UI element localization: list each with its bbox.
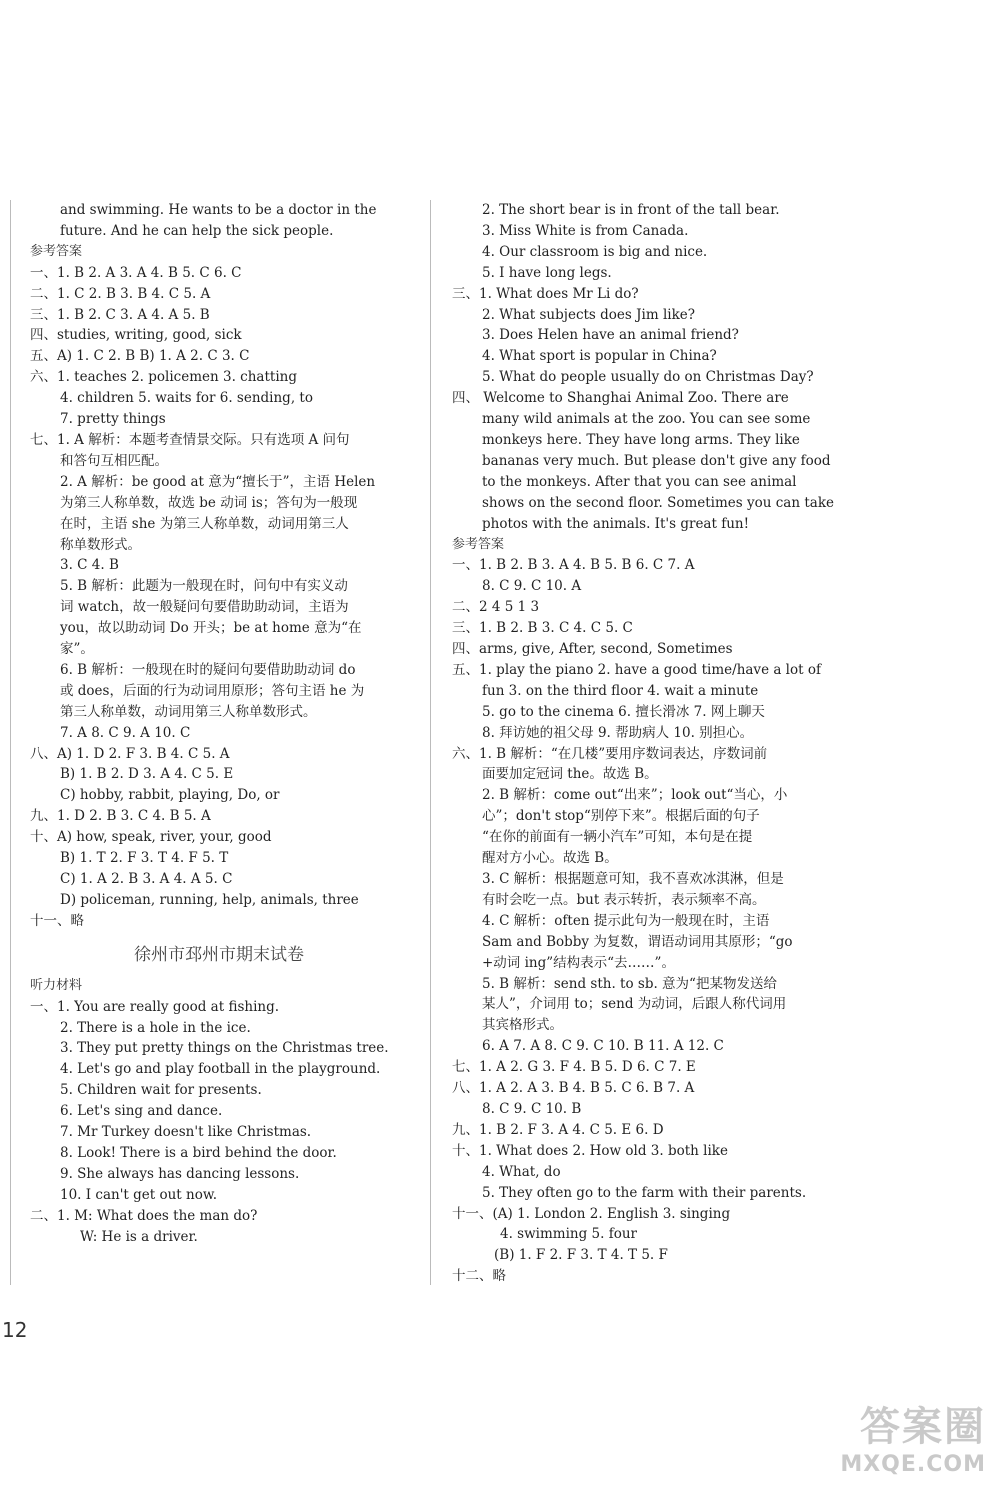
watermark-logo	[840, 1395, 986, 1477]
answer-line: 为第三人称单数，故选 be 动词 is；答句为一般现	[60, 494, 358, 511]
answer-line: 九、1. B 2. F 3. A 4. C 5. E 6. D	[452, 1121, 664, 1138]
answer-line: C) 1. A 2. B 3. A 4. A 5. C	[60, 871, 233, 887]
answer-line: fun 3. on the third floor 4. wait a minute	[482, 682, 759, 699]
answer-line: 七、1. A 2. G 3. F 4. B 5. D 6. C 7. E	[452, 1059, 696, 1076]
answer-line: 4. What, do	[482, 1163, 561, 1180]
listening-line: 3. Does Helen have an animal friend?	[482, 327, 739, 344]
answer-line: 或 does，后面的行为动词用原形；答句主语 he 为	[60, 682, 365, 699]
listening-line: 8. Look! There is a bird behind the door.	[60, 1144, 337, 1161]
listening-line: 5. What do people usually do on Christmas Day?	[482, 369, 814, 386]
listening-line: 4. Our classroom is big and nice.	[482, 243, 708, 260]
answer-line: 5. B 解析：send sth. to sb. 意为“把某物发送给	[482, 975, 777, 992]
answer-line: 2. A 解析：be good at 意为“擅长于”，主语 Helen	[60, 473, 376, 490]
answer-line: 3. C 4. B	[60, 557, 119, 574]
listening-line: 二、1. M: What does the man do?	[30, 1207, 258, 1224]
answer-line: 一、1. B 2. B 3. A 4. B 5. B 6. C 7. A	[452, 557, 695, 574]
answer-line: 九、1. D 2. B 3. C 4. B 5. A	[30, 808, 211, 825]
answer-line: 其宾格形式。	[482, 1017, 563, 1034]
answer-line: 六、1. B 解析：“在几楼”要用序数词表达，序数词前	[452, 745, 768, 762]
answer-line: 十、1. What does 2. How old 3. both like	[452, 1142, 728, 1159]
answer-line: 称单数形式。	[60, 536, 141, 553]
answers-heading: 参考答案	[452, 536, 505, 552]
answer-line: 和答句互相匹配。	[60, 452, 168, 469]
passage-line: 四、 Welcome to Shanghai Animal Zoo. There are	[452, 390, 789, 407]
answer-line: 8. C 9. C 10. A	[482, 578, 582, 595]
answer-line: 十二、略	[452, 1268, 506, 1285]
listening-line: 5. Children wait for presents.	[60, 1082, 262, 1099]
answer-line: 2. B 解析：come out“出来”；look out“当心，小	[482, 787, 788, 804]
answer-line: C) hobby, rabbit, playing, Do, or	[60, 787, 280, 804]
answer-line: 4. C 解析：often 提示此句为一般现在时，主语	[482, 912, 770, 929]
answer-line: 三、1. B 2. B 3. C 4. C 5. C	[452, 620, 633, 637]
answer-line: 四、arms, give, After, second, Sometimes	[452, 641, 733, 658]
answer-line: 十、A) how, speak, river, your, good	[30, 829, 272, 846]
watermark-text: 答案圈	[860, 1404, 986, 1450]
answer-line: 在时，主语 she 为第三人称单数，动词用第三人	[60, 515, 349, 532]
answer-line: 3. C 解析：根据题意可知，我不喜欢冰淇淋，但是	[482, 871, 784, 887]
answer-line: 六、1. teaches 2. policemen 3. chatting	[30, 369, 297, 386]
answer-line: 4. children 5. waits for 6. sending, to	[60, 390, 313, 407]
answer-line: 心”；don't stop“别停下来”。根据后面的句子	[482, 808, 760, 825]
listening-line: 4. What sport is popular in China?	[482, 348, 717, 365]
listening-line: 3. Miss White is from Canada.	[482, 222, 689, 239]
answer-line: 有时会吃一点。but 表示转折，表示频率不高。	[482, 891, 766, 908]
answer-line: 四、studies, writing, good, sick	[30, 327, 242, 344]
passage-line: to the monkeys. After that you can see animal	[482, 473, 797, 490]
answer-line: 某人”，介词用 to；send 为动词，后跟人称代词用	[482, 996, 787, 1013]
answer-line: 7. A 8. C 9. A 10. C	[60, 724, 191, 741]
answer-line: 家”。	[60, 641, 94, 658]
passage-line: shows on the second floor. Sometimes you can take	[482, 494, 834, 511]
answer-line: D) policeman, running, help, animals, three	[60, 891, 359, 908]
listening-heading: 听力材料	[30, 977, 83, 993]
answer-line: 十一、(A) 1. London 2. English 3. singing	[452, 1205, 731, 1222]
answer-line: 十一、略	[30, 912, 84, 929]
answer-line: 八、1. A 2. A 3. B 4. B 5. C 6. B 7. A	[452, 1080, 695, 1097]
answer-line: 5. B 解析：此题为一般现在时，问句中有实义动	[60, 578, 348, 595]
text-line: and swimming. He wants to be a doctor in the	[60, 202, 377, 218]
answer-line: 7. pretty things	[60, 411, 166, 428]
column-divider	[430, 200, 431, 1285]
listening-line: 三、1. What does Mr Li do?	[452, 285, 639, 302]
answer-line: you，故以助动词 Do 开头；be at home 意为“在	[60, 620, 362, 637]
answer-line: 三、1. B 2. C 3. A 4. A 5. B	[30, 306, 210, 323]
listening-line: 6. Let's sing and dance.	[60, 1103, 223, 1120]
watermark-url: MXQE.COM	[840, 1452, 986, 1477]
left-column	[30, 200, 408, 1248]
answer-line: 二、2 4 5 1 3	[452, 599, 540, 616]
listening-line: 4. Let's go and play football in the playground.	[60, 1061, 381, 1078]
passage-line: many wild animals at the zoo. You can see some	[482, 411, 811, 428]
answer-line: 5. go to the cinema 6. 擅长滑冰 7. 网上聊天	[482, 703, 765, 720]
listening-line: 5. I have long legs.	[482, 264, 612, 281]
answer-line: (B) 1. F 2. F 3. T 4. T 5. F	[494, 1247, 668, 1264]
answer-line: B) 1. T 2. F 3. T 4. F 5. T	[60, 850, 229, 867]
listening-line: 7. Mr Turkey doesn't like Christmas.	[60, 1124, 312, 1141]
section-title: 徐州市邳州市期末试卷	[134, 944, 304, 965]
answer-line: 6. B 解析：一般现在时的疑问句要借助助动词 do	[60, 661, 356, 678]
passage-line: photos with the animals. It's great fun!	[482, 515, 750, 532]
right-column	[452, 200, 834, 1287]
listening-line: 9. She always has dancing lessons.	[60, 1165, 300, 1182]
passage-line: monkeys here. They have long arms. They like	[482, 431, 800, 448]
answer-line: 4. swimming 5. four	[500, 1226, 637, 1243]
left-margin-rule	[10, 200, 11, 1285]
text-line: future. And he can help the sick people.	[60, 222, 334, 239]
answer-line: 五、1. play the piano 2. have a good time/have a lot of	[452, 661, 821, 678]
answer-line: +动词 ing”结构表示“去……”。	[482, 954, 675, 971]
listening-line: 一、1. You are really good at fishing.	[30, 998, 280, 1015]
answer-line: Sam and Bobby 为复数，谓语动词用其原形；“go	[482, 933, 793, 950]
answer-line: 七、1. A 解析：本题考查情景交际。只有选项 A 问句	[30, 431, 350, 448]
passage-line: bananas very much. But please don't give any food	[482, 452, 831, 469]
listening-line: 2. What subjects does Jim like?	[482, 306, 695, 323]
answer-line: 8. 拜访她的祖父母 9. 帮助病人 10. 别担心。	[482, 724, 754, 741]
listening-line: 2. The short bear is in front of the tall bear.	[482, 202, 780, 218]
answer-line: 词 watch，故一般疑问句要借助助动词，主语为	[60, 599, 349, 616]
listening-line: W: He is a driver.	[80, 1228, 198, 1245]
answer-line: 五、A) 1. C 2. B B) 1. A 2. C 3. C	[30, 348, 250, 365]
answer-line: 一、1. B 2. A 3. A 4. B 5. C 6. C	[30, 264, 242, 281]
answer-line: 面要加定冠词 the。故选 B。	[482, 766, 658, 783]
answer-line: 6. A 7. A 8. C 9. C 10. B 11. A 12. C	[482, 1038, 724, 1055]
answer-line: 醒对方小心。故选 B。	[482, 850, 618, 867]
answer-line: “在你的前面有一辆小汽车”可知，本句是在提	[482, 829, 753, 846]
listening-line: 3. They put pretty things on the Christmas tree.	[60, 1040, 389, 1057]
answer-line: 5. They often go to the farm with their parents.	[482, 1184, 807, 1201]
listening-line: 10. I can't get out now.	[60, 1186, 218, 1203]
answer-line: 8. C 9. C 10. B	[482, 1100, 582, 1117]
answer-line: 二、1. C 2. B 3. B 4. C 5. A	[30, 285, 211, 302]
page-number: 12	[2, 1318, 28, 1342]
listening-line: 2. There is a hole in the ice.	[60, 1019, 251, 1036]
answer-line: 八、A) 1. D 2. F 3. B 4. C 5. A	[30, 745, 230, 762]
answer-line: B) 1. B 2. D 3. A 4. C 5. E	[60, 766, 234, 783]
answers-heading: 参考答案	[30, 243, 83, 259]
answer-line: 第三人称单数，动词用第三人称单数形式。	[60, 703, 317, 720]
